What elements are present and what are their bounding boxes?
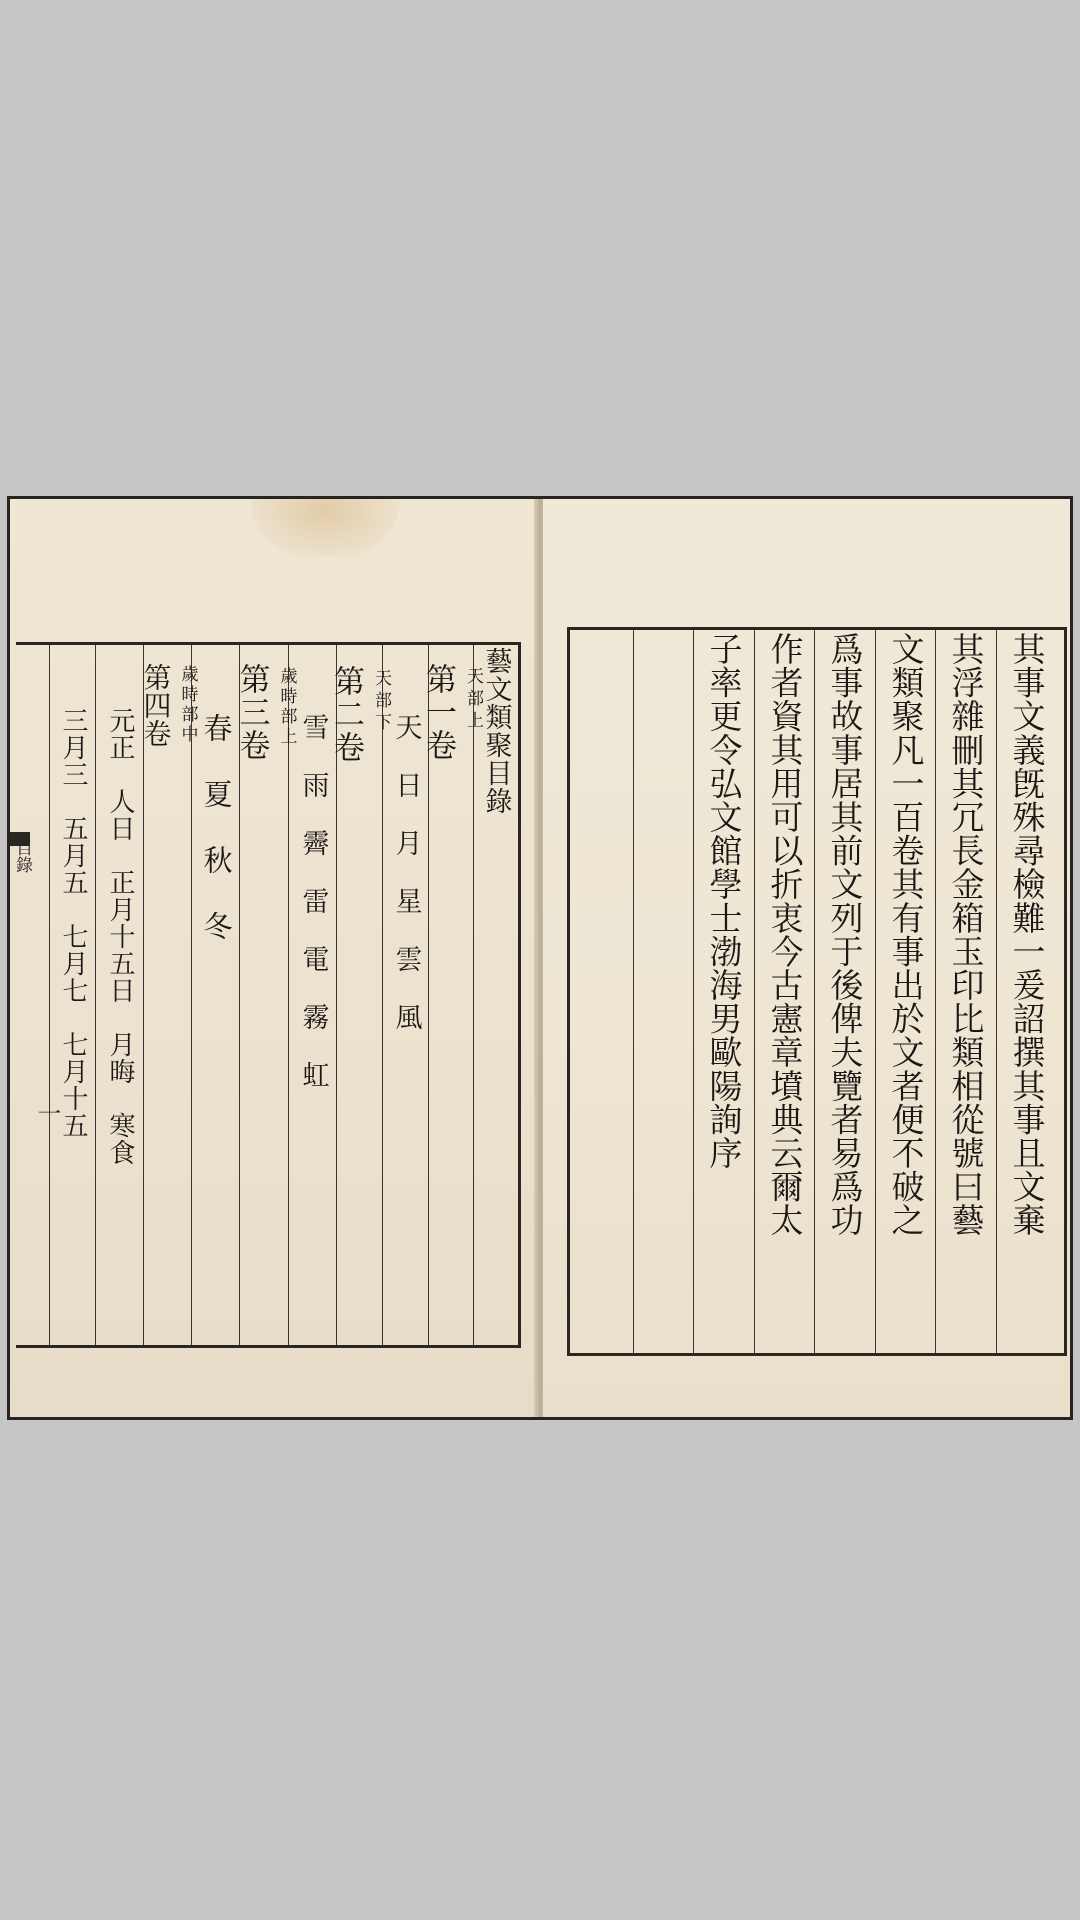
preface-column-6 bbox=[694, 632, 754, 1170]
column-volume-2-items bbox=[289, 713, 337, 1090]
column-volume-3 bbox=[233, 663, 297, 762]
column-volume-3-items bbox=[192, 713, 240, 944]
volume-subheading: 歲時部上 bbox=[276, 667, 297, 747]
preface-line: 子率更令弘文館學士渤海男歐陽詢序 bbox=[704, 632, 744, 1170]
volume-subheading: 天部下 bbox=[371, 669, 391, 735]
volume-subheading: 歲時部中 bbox=[177, 665, 198, 745]
preface-column-1 bbox=[997, 632, 1057, 1237]
category-list: 雪 雨 霽 雷 電 霧 虹 bbox=[297, 713, 329, 1090]
right-page bbox=[543, 499, 1070, 1417]
volume-heading: 第四卷 bbox=[139, 663, 173, 747]
preface-column-2 bbox=[936, 632, 996, 1237]
preface-line: 其事文義旣殊尋檢難一爰詔撰其事且文棄 bbox=[1007, 632, 1047, 1237]
water-stain bbox=[250, 499, 400, 557]
column-volume-1 bbox=[420, 663, 483, 762]
page-number: 一 bbox=[33, 1101, 61, 1129]
category-list: 天 日 月 星 雲 風 bbox=[390, 713, 422, 1032]
preface-column-3 bbox=[876, 632, 936, 1237]
category-list: 春 夏 秋 冬 bbox=[199, 713, 234, 944]
volume-subheading: 天部上 bbox=[463, 667, 483, 733]
book-scan bbox=[7, 496, 1073, 1420]
preface-column-4 bbox=[815, 632, 875, 1237]
left-text-frame bbox=[16, 642, 521, 1348]
volume-heading: 第三卷 bbox=[233, 663, 270, 762]
festival-list: 元正 人日 正月十五日 月晦 寒食 bbox=[105, 707, 135, 1166]
margin-label: 目錄 bbox=[12, 839, 32, 873]
volume-heading: 第一卷 bbox=[420, 663, 456, 762]
column-volume-2 bbox=[328, 665, 391, 764]
festival-list: 三月三 五月五 七月七 七月十五 bbox=[58, 707, 88, 1139]
right-text-frame bbox=[567, 627, 1067, 1356]
column-rule bbox=[633, 630, 634, 1353]
column-volume-4 bbox=[139, 663, 198, 747]
preface-column-5 bbox=[755, 632, 815, 1237]
preface-line: 其浮雜刪其冗長金箱玉印比類相從號曰藝 bbox=[946, 632, 986, 1237]
volume-heading: 第二卷 bbox=[328, 665, 364, 764]
preface-line: 作者資其用可以折衷今古憲章墳典云爾太 bbox=[765, 632, 805, 1237]
left-page bbox=[10, 499, 540, 1417]
book-title: 藝文類聚目錄 bbox=[480, 647, 512, 815]
column-volume-4-items-a bbox=[96, 707, 144, 1166]
preface-line: 爲事故事居其前文列于後俾夫覽者易爲功 bbox=[825, 632, 865, 1237]
preface-line: 文類聚凡一百卷其有事出於文者便不破之 bbox=[886, 632, 926, 1237]
column-volume-4-items-b bbox=[50, 707, 96, 1139]
